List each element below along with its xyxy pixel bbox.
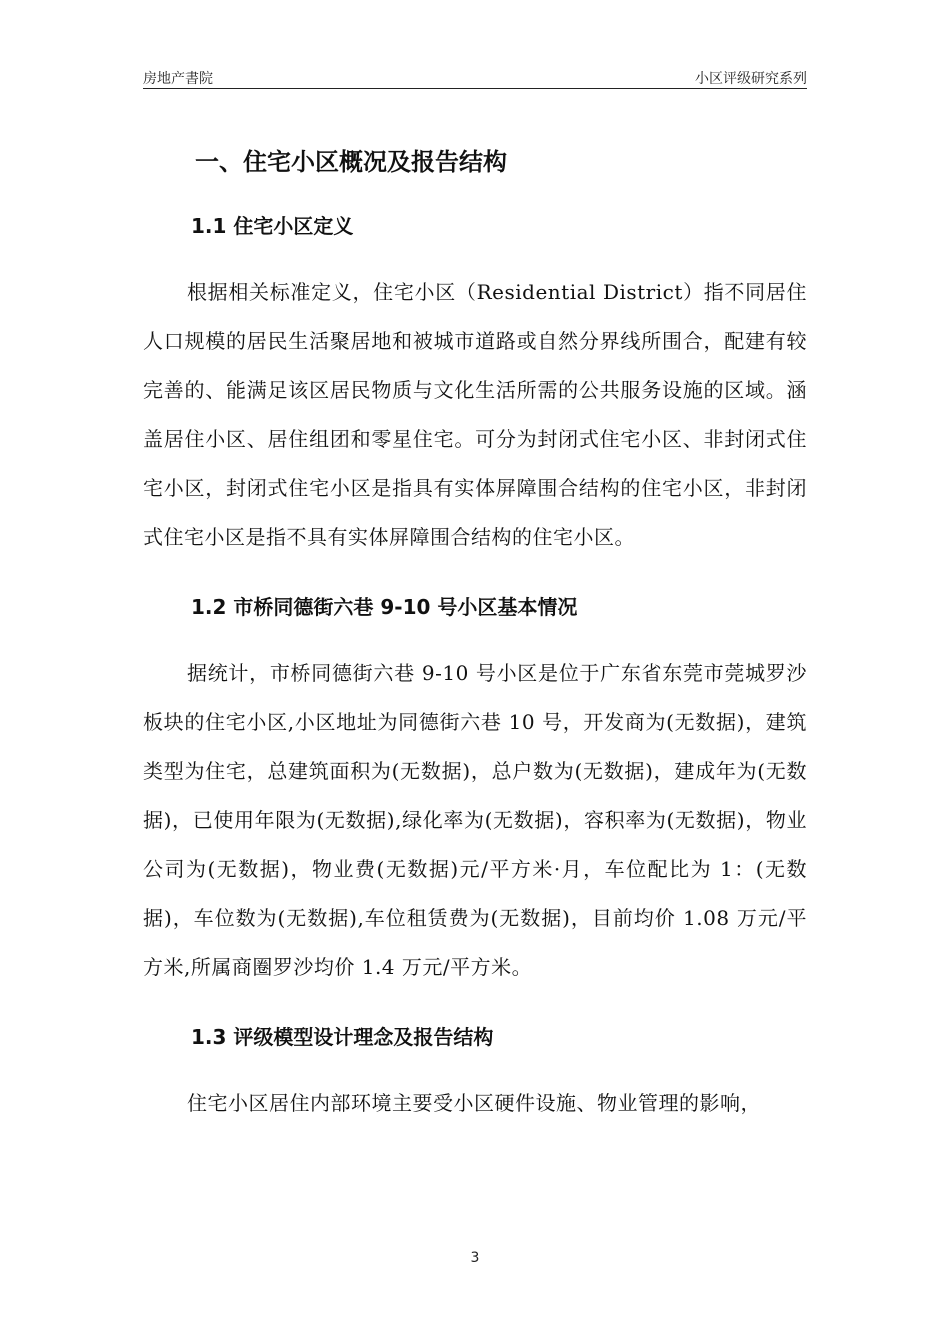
header-series-title: 小区评级研究系列 [695, 71, 807, 87]
chapter-heading: 一、住宅小区概况及报告结构 [195, 148, 507, 176]
header-publisher: 房地产書院 [143, 71, 213, 87]
section-heading-1-3: 1.3 评级模型设计理念及报告结构 [191, 1025, 494, 1049]
paragraph-basic-info: 据统计，市桥同德街六巷 9-10 号小区是位于广东省东莞市莞城罗沙板块的住宅小区,小区地址为同德街六巷 10 号，开发商为(无数据)，建筑类型为住宅，总建筑面积为(无数据)，总户数为(无数据)，建成年为(无数据)，已使用年限为(无数据),绿化率为(无数据)，容积率为(无数据)，物业公司为(无数据)，物业费(无数据)元/平方米·月，车位配比为 1：(无数据)，车位数为(无数据),车位租赁费为(无数据)，目前均价 1.08 万元/平方米,所属商圈罗沙均价 1.4 万元/平方米。 [143, 661, 807, 979]
section-heading-1-2: 1.2 市桥同德街六巷 9-10 号小区基本情况 [191, 595, 578, 619]
paragraph-definition: 根据相关标准定义，住宅小区（Residential District）指不同居住人口规模的居民生活聚居地和被城市道路或自然分界线所围合，配建有较完善的、能满足该区居民物质与文化生活所需的公共服务设施的区域。涵盖居住小区、居住组团和零星住宅。可分为封闭式住宅小区、非封闭式住宅小区，封闭式住宅小区是指具有实体屏障围合结构的住宅小区，非封闭式住宅小区是指不具有实体屏障围合结构的住宅小区。 [143, 280, 807, 549]
page-number: 3 [470, 1250, 480, 1266]
paragraph-model-design: 住宅小区居住内部环境主要受小区硬件设施、物业管理的影响， [187, 1091, 761, 1115]
page-header [143, 62, 807, 89]
page-content [143, 140, 807, 1128]
section-heading-1-1: 1.1 住宅小区定义 [191, 214, 354, 238]
